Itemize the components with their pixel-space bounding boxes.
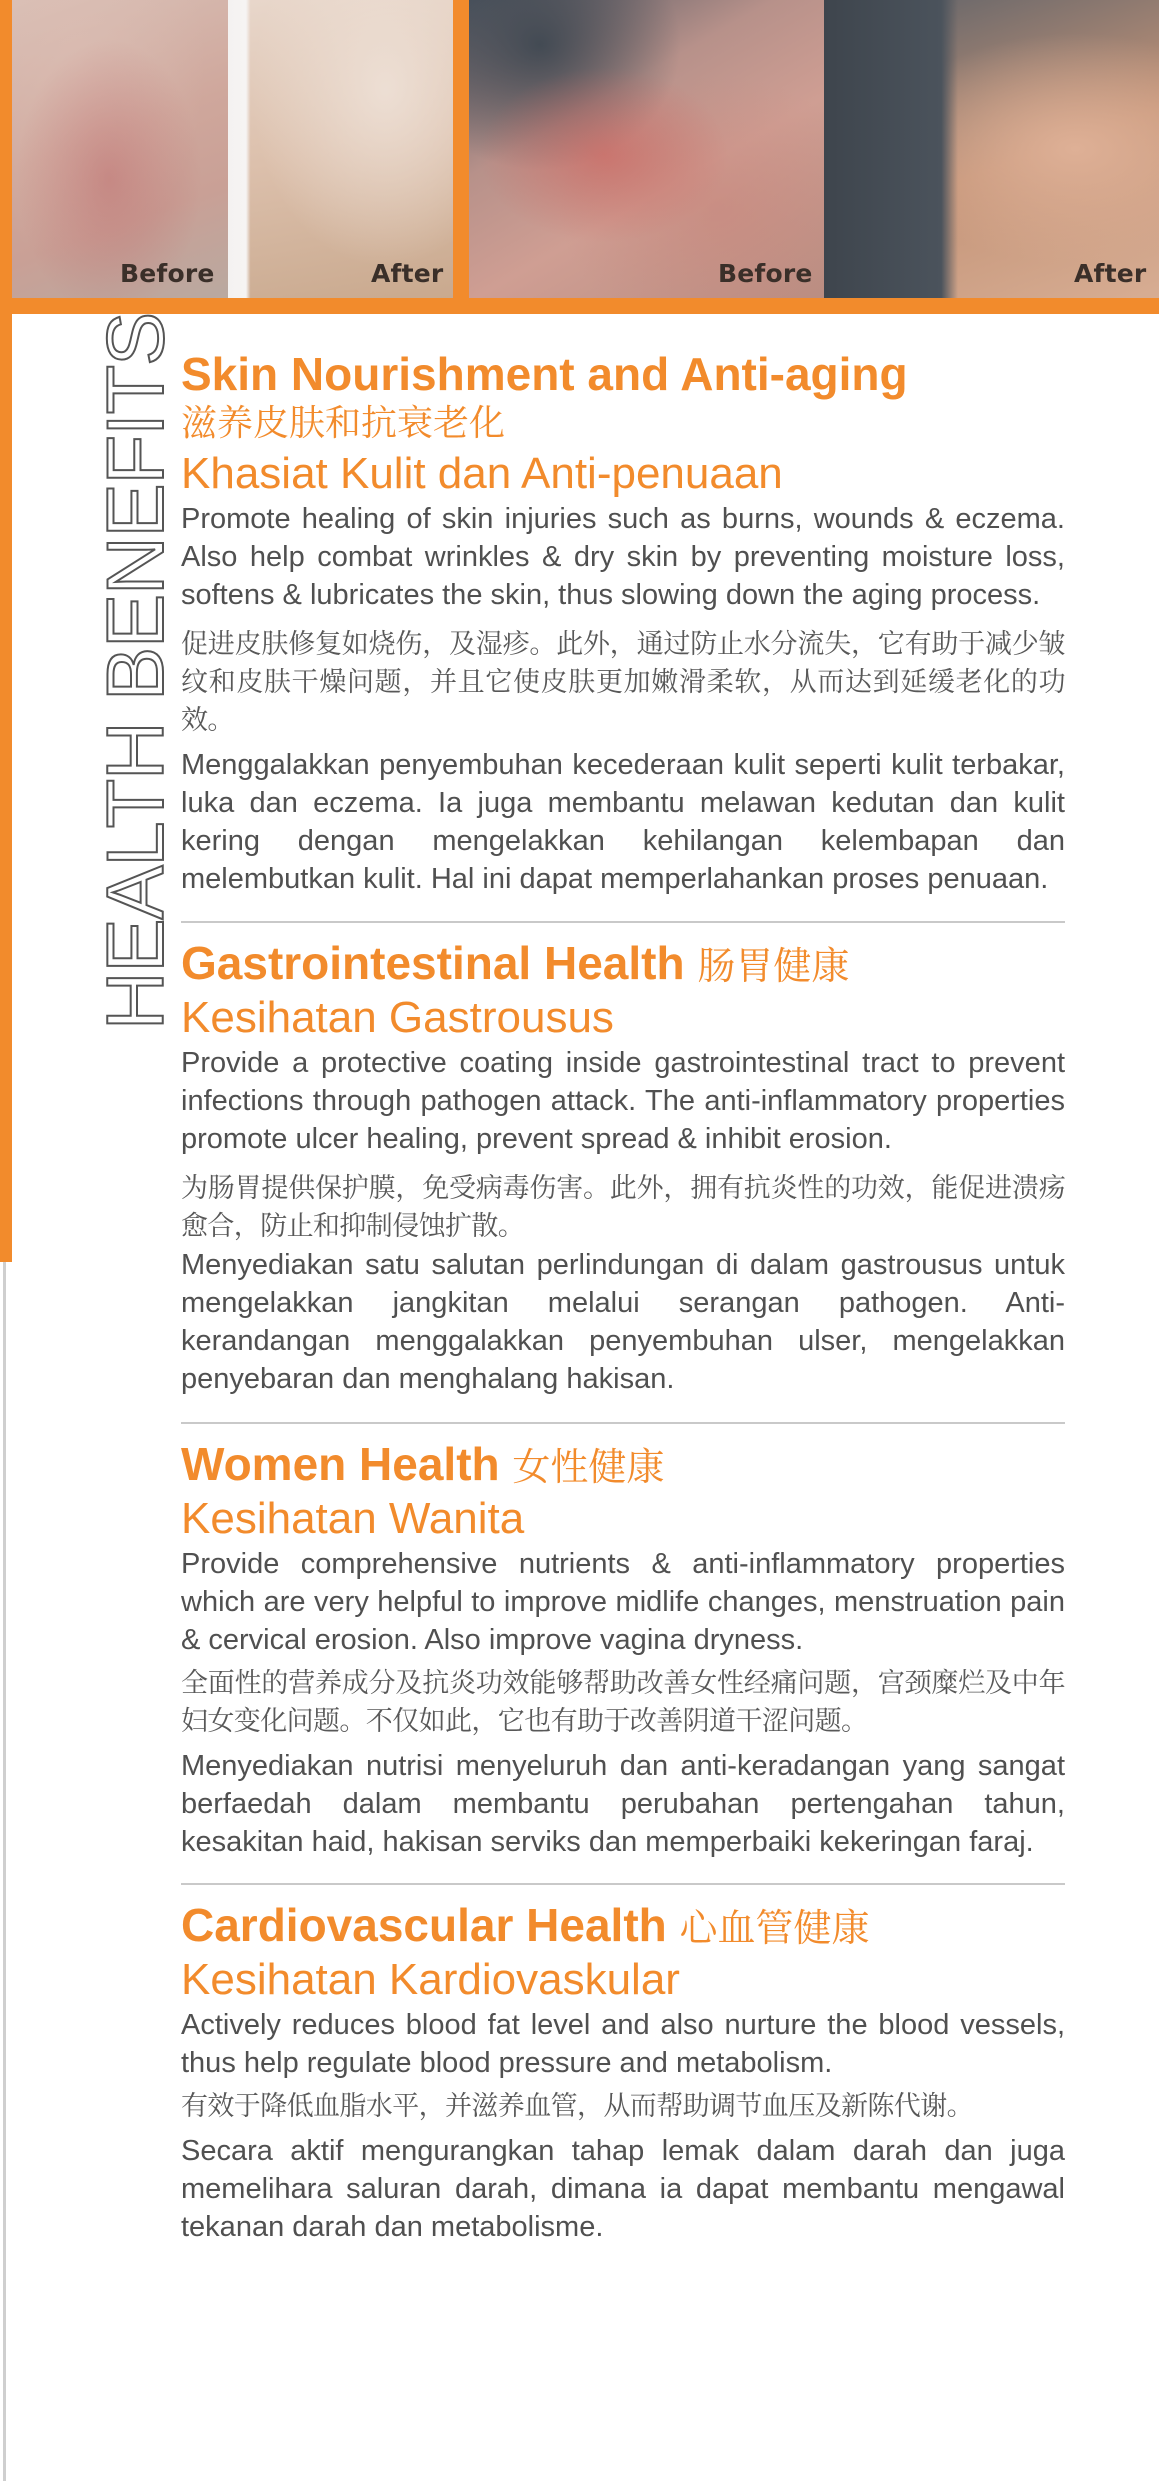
side-accent-bar (0, 314, 12, 1262)
benefits-content (181, 348, 1065, 2246)
section-body-ms: Menggalakkan penyembuhan kecederaan kulit seperti kulit terbakar, luka dan eczema. Ia juga membantu melawan kedutan dan kulit kering dengan mengelakkan kehilangan kelembapan dan melembutkan kulit. Hal ini dapat memperlahankan proses penuaan. (181, 749, 1065, 895)
section-title-en: Skin Nourishment and Anti-aging (181, 348, 908, 400)
section-title-ms: Kesihatan Wanita (181, 1494, 525, 1543)
after-photo-1 (228, 0, 453, 298)
side-divider-line (3, 1262, 6, 2481)
section-body-zh: 全面性的营养成分及抗炎功效能够帮助改善女性经痛问题，宫颈糜烂及中年妇女变化问题。不仅如此，它也有助于改善阴道干涩问题。 (181, 1668, 1065, 1737)
section-title-ms: Kesihatan Gastrousus (181, 993, 614, 1042)
section-title-en: Cardiovascular Health (181, 1899, 667, 1951)
section-body-en: Provide comprehensive nutrients & anti-inflammatory properties which are very helpful to improve midlife changes, menstruation pain & cervical erosion. Also improve vagina dryness. (181, 1548, 1065, 1656)
photo-caption: Before (718, 259, 813, 288)
section-body-en: Actively reduces blood fat level and also nurture the blood vessels, thus help regulate blood pressure and metabolism. (181, 2009, 1065, 2079)
section-body-zh: 有效于降低血脂水平，并滋养血管，从而帮助调节血压及新陈代谢。 (181, 2091, 973, 2122)
section-title-ms: Kesihatan Kardiovaskular (181, 1955, 680, 2004)
photo-caption: After (1074, 259, 1147, 288)
section-body-ms: Menyediakan satu salutan perlindungan di dalam gastrousus untuk mengelakkan jangkitan melalui serangan pathogen. Anti-kerandangan menggalakkan penyembuhan ulser, mengelakkan penyebaran dan menghalang hakisan. (181, 1249, 1065, 1395)
section-title (181, 1899, 1065, 1954)
section-title-ms: Khasiat Kulit dan Anti-penuaan (181, 449, 783, 498)
section-body-ms: Menyediakan nutrisi menyeluruh dan anti-keradangan yang sangat berfaedah dalam membantu perubahan pertengahan tahun, kesakitan haid, hakisan serviks dan memperbaiki kekeringan faraj. (181, 1750, 1065, 1858)
after-photo-2 (824, 0, 1159, 298)
section-title (181, 937, 1065, 992)
photo-caption: After (371, 259, 444, 288)
section-title (181, 1438, 1065, 1493)
section-title-zh: 心血管健康 (679, 1906, 870, 1950)
section-body-en: Promote healing of skin injuries such as burns, wounds & eczema. Also help combat wrinkles & dry skin by preventing moisture loss, softens & lubricates the skin, thus slowing down the aging process. (181, 503, 1065, 611)
health-benefits-vertical-title: HEALTH BENEFITS (91, 312, 181, 1030)
before-photo-1 (12, 0, 228, 298)
section-body-ms: Secara aktif mengurangkan tahap lemak dalam darah dan juga memelihara saluran darah, dimana ia dapat membantu mengawal tekanan darah dan metabolisme. (181, 2135, 1065, 2243)
photo-caption: Before (120, 259, 215, 288)
section-title-en: Gastrointestinal Health (181, 937, 685, 989)
before-photo-2 (469, 0, 824, 298)
section-title-zh: 女性健康 (512, 1445, 665, 1489)
section-cardiovascular (181, 1899, 1065, 2246)
section-title-en: Women Health (181, 1438, 500, 1490)
section-body-zh: 为肠胃提供保护膜，免受病毒伤害。此外，拥有抗炎性的功效，能促进溃疡愈合，防止和抑制侵蚀扩散。 (181, 1173, 1065, 1242)
section-gastrointestinal (181, 937, 1065, 1398)
section-title (181, 348, 1065, 400)
section-body-en: Provide a protective coating inside gastrointestinal tract to prevent infections through pathogen attack. The anti-inflammatory properties promote ulcer healing, prevent spread & inhibit erosion. (181, 1047, 1065, 1155)
section-title-zh: 肠胃健康 (697, 944, 850, 988)
section-body-zh: 促进皮肤修复如烧伤，及湿疹。此外，通过防止水分流失，它有助于减少皱纹和皮肤干燥问题，并且它使皮肤更加嫩滑柔软，从而达到延缓老化的功效。 (181, 629, 1065, 736)
section-title-zh: 滋养皮肤和抗衰老化 (181, 403, 506, 444)
section-skin (181, 348, 1065, 898)
before-after-photo-strip (0, 0, 1159, 314)
section-women (181, 1438, 1065, 1861)
